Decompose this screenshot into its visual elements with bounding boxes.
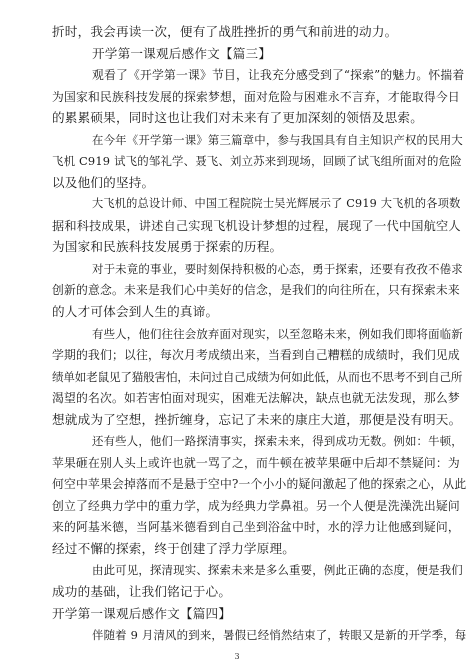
body-line: 苹果砸在别人头上或许也就一骂了之，而牛顿在被苹果砸中后却不禁疑问：为 xyxy=(52,455,460,470)
body-line: 观看了《开学第一课》节目，让我充分感受到了“探索”的魅力。怀揣着 xyxy=(92,68,465,83)
page-number: 3 xyxy=(234,652,240,661)
body-line: 创新的意念。未来是我们心中美好的信念，是我们的向往所在，只有探索未来 xyxy=(52,283,460,298)
body-line: 飞机 C919 试飞的邹礼学、聂飞、刘立苏来到现场，回顾了试飞组所面对的危险 xyxy=(52,154,462,169)
body-line: 经过不懈的探索，终于创建了浮力学原理。 xyxy=(52,540,296,556)
body-line: 想就成为了空想，挫折缠身，忘记了未来的康庄大道，那便是没有明天。 xyxy=(52,411,462,427)
body-line: 渴望的名次。如若害怕面对现实，困难无法解决，缺点也就无法发现，那么梦 xyxy=(52,391,460,406)
body-line: 由此可见，探清现实、探索未来是多么重要，例此正确的态度，便是我们 xyxy=(92,563,463,578)
body-line: 的人才可体会到人生的真谛。 xyxy=(52,304,219,319)
body-line: 学期的我们；以往，每次月考成绩出来，当看到自己糟糕的成绩时，我们见成 xyxy=(52,348,460,362)
body-line: 为国家和民族科技发展的探索梦想，面对危险与困难永不言弃，才能取得今日 xyxy=(52,89,460,104)
body-line: 还有些人，他们一路探清事实，探索未来，得到成功无数。例如：牛顿， xyxy=(92,434,463,449)
body-line: 对于未竟的事业，要时刻保持积极的心态，勇于探索，还要有孜孜不倦求 xyxy=(92,261,463,276)
body-line: 有些人，他们往往会放弃面对现实，以至忽略未来，例如我们即将面临新 xyxy=(92,326,463,341)
body-line: 据和科技成果，讲述自己实现飞机设计梦想的过程，展现了一代中国航空人 xyxy=(52,218,461,233)
body-line: 大飞机的总设计师、中国工程院院士吴光辉展示了 C919 大飞机的各项数 xyxy=(92,197,461,211)
section-heading: 开学第一课观后感作文【篇三】 xyxy=(92,45,272,61)
body-line: 的累累硕果，同时这也让我们对未来有了更加深刻的领悟及思索。 xyxy=(52,110,424,126)
body-line: 伴随着 9 月清风的到来，暑假已经悄然结束了，转眼又是新的开学季，每 xyxy=(92,628,467,642)
body-line: 为国家和民族科技发展勇于探索的历程。 xyxy=(52,239,283,255)
body-line: 何空中苹果会掉落而不是悬于空中?一个小小的疑问激起了他的探索之心，从此 xyxy=(52,477,467,492)
section-heading: 开学第一课观后感作文【篇四】 xyxy=(52,605,232,621)
body-line: 创立了经典力学中的重力学，成为经典力学鼻祖。另一个人便是洗澡洗出疑问 xyxy=(52,498,460,513)
body-line: 以及他们的坚持。 xyxy=(52,174,155,190)
body-line: 成功的基础，让我们铭记于心。 xyxy=(52,583,232,599)
body-line: 来的阿基米德，当阿基米德看到自己坐到浴盆中时，水的浮力让他感到疑问， xyxy=(52,520,460,535)
body-line: 绩单如老鼠见了猫般害怕，未问过自己成绩为何如此低，从而也不思考不到自己所 xyxy=(52,369,463,384)
body-line: 折时，我会再读一次，便有了战胜挫折的勇气和前进的动力。 xyxy=(52,24,398,39)
body-line: 在今年《开学第一课》第三篇章中，参与我国具有自主知识产权的民用大 xyxy=(92,132,463,147)
